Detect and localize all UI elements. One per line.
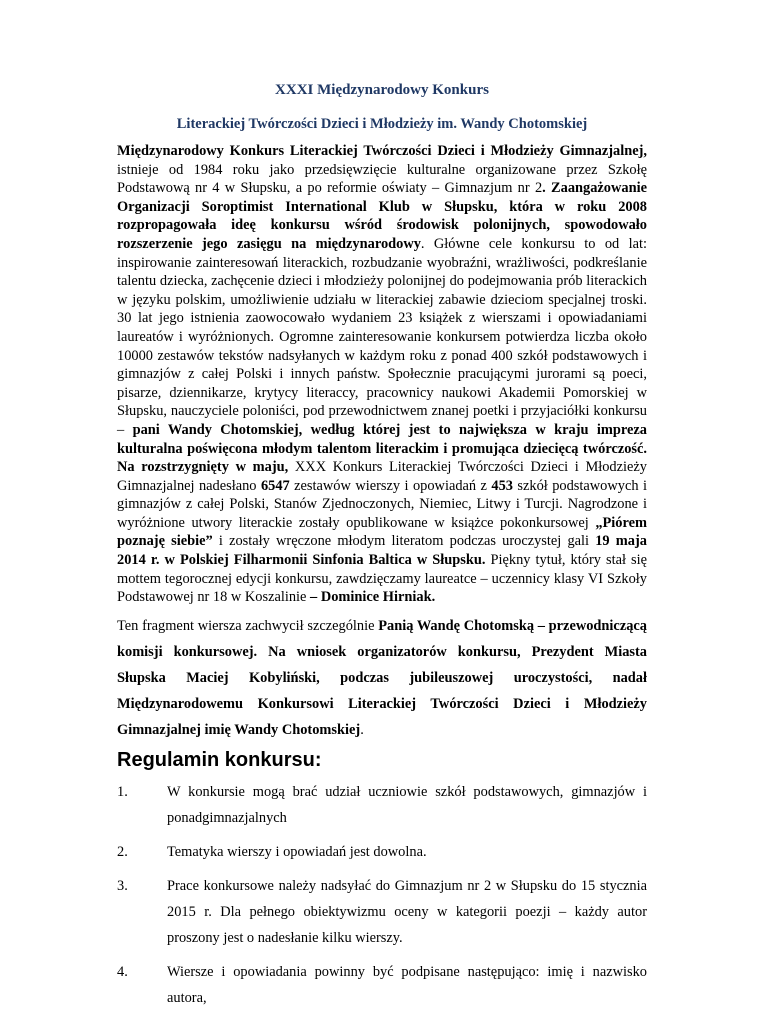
rule-number: 4. xyxy=(117,963,128,980)
intro-run: „Piórem poznaję siebie” xyxy=(117,514,647,550)
regulamin-heading: Regulamin konkursu: xyxy=(117,748,322,771)
rule-number: 1. xyxy=(117,783,128,800)
rule-number: 3. xyxy=(117,877,128,894)
intro-run: istnieje od 1984 roku jako przedsięwzięcie kulturalne organizowane przez Szkołę Podstawową nr 4 w Słupsku, a po reformie oświaty – Gimnazjum nr 2 xyxy=(117,161,647,197)
rule-text: Wiersze i opowiadania powinny być podpisane następująco: imię i nazwisko autora, xyxy=(167,963,647,1006)
intro-run: i zostały wręczone młodym literatom podczas uroczystej gali xyxy=(212,533,596,550)
intro-run: Międzynarodowy Konkurs Literackiej Twórczości Dzieci i Młodzieży Gimnazjalnej, xyxy=(117,143,647,159)
intro-run: – Dominice Hirniak. xyxy=(310,589,436,606)
title-line-1: XXXI Międzynarodowy Konkurs xyxy=(275,82,489,98)
para2-run: Panią Wandę Chotomską – przewodniczącą komisji konkursowej. Na wniosek organizatorów konkursu, Prezydent Miasta Słupska Maciej Kobyliński, podczas jubileuszowej uroczystości, nadał Międzynarodowemu Konkursowi Literackiej Twórczości Dzieci i Młodzieży Gimnazjalnej imię Wandy Chotomskiej xyxy=(117,617,647,738)
rule-item xyxy=(117,779,647,831)
rule-text: Tematyka wierszy i opowiadań jest dowolna. xyxy=(167,843,427,860)
intro-run: 19 maja 2014 r. w Polskiej Filharmonii Sinfonia Baltica w Słupsku. xyxy=(117,533,647,569)
rule-item xyxy=(117,839,647,865)
intro-run: . Zaangażowanie Organizacji Soroptimist International Klub w Słupsku, która w roku 2008 rozpropagowała ideę konkursu wśród środowisk polonijnych, spowodowało rozszerzenie jego zasięgu na międzynarodowy xyxy=(117,180,647,252)
para2-run: Ten fragment wiersza zachwycił szczególnie xyxy=(117,617,379,634)
rule-text: Prace konkursowe należy nadsyłać do Gimnazjum nr 2 w Słupsku do 15 stycznia 2015 r. Dla pełnego obiektywizmu oceny w kategorii poezji – każdy autor proszony jest o nadesłanie kilku wierszy. xyxy=(167,877,647,946)
intro-run: Piękny tytuł, który stał się mottem tegorocznej edycji konkursu, zawdzięczamy laureatce – uczennicy klasy VI Szkoły Podstawowej nr 18 w Koszalinie xyxy=(117,552,647,606)
document-body xyxy=(117,80,647,1019)
intro-run: . Główne cele konkursu to od lat: inspirowanie zainteresowań literackich, rozbudzanie wyobraźni, wrażliwości, podkreślanie talentu dziecka, zachęcenie dzieci i młodzieży polonijnej do podejmowania prób literackich w języku polskim, umożliwienie udziału w literackiej zabawie dzieciom specjalnej troski. 30 lat jego istnienia zaowocowało wydaniem 23 książek z wierszami i opowiadaniami laureatów i wyróżnionych. Ogromne zainteresowanie konkursem potwierdza liczba około 10000 zestawów tekstów nadsyłanych w każdym roku z ponad 400 szkół podstawowych i gimnazjów z całej Polski i innych państw. Społecznie pracującymi jurorami są poeci, pisarze, dziennikarze, krytycy literaccy, pracownicy naukowi Akademii Pomorskiej w Słupsku, nauczyciele poloniści, pod przewodnictwem znanej poetki i przyjaciółki konkursu – xyxy=(117,235,647,438)
intro-run: 453 xyxy=(491,477,513,494)
rule-item xyxy=(117,959,647,1011)
intro-run: szkół podstawowych i gimnazjów z całej Polski, Stanów Zjednoczonych, Niemiec, Litwy i Turcji. Nagrodzone i wyróżnione utwory literackie zostały opublikowane w książce pokonkursowej xyxy=(117,477,647,531)
intro-run: pani Wandy Chotomskiej, według której jest to największa w kraju impreza kulturalna poświęcona młodym talentom literackim i promująca dziecięcą twórczość. Na rozstrzygnięty w maju, xyxy=(117,421,647,476)
patron-paragraph xyxy=(117,613,647,743)
rule-number: 2. xyxy=(117,843,128,860)
rules-list xyxy=(117,779,647,1011)
title-line-2: Literackiej Twórczości Dzieci i Młodzieży im. Wandy Chotomskiej xyxy=(176,116,588,132)
intro-paragraph xyxy=(117,142,647,607)
intro-run: XXX Konkurs Literackiej Twórczości Dzieci i Młodzieży Gimnazjalnej nadesłano xyxy=(117,459,647,494)
para2-run: . xyxy=(360,721,364,738)
intro-run: zestawów wierszy i opowiadań z xyxy=(289,477,492,494)
intro-run: 6547 xyxy=(260,477,290,494)
rule-text: W konkursie mogą brać udział uczniowie szkół podstawowych, gimnazjów i ponadgimnazjalnych xyxy=(167,783,647,826)
rule-item xyxy=(117,873,647,951)
